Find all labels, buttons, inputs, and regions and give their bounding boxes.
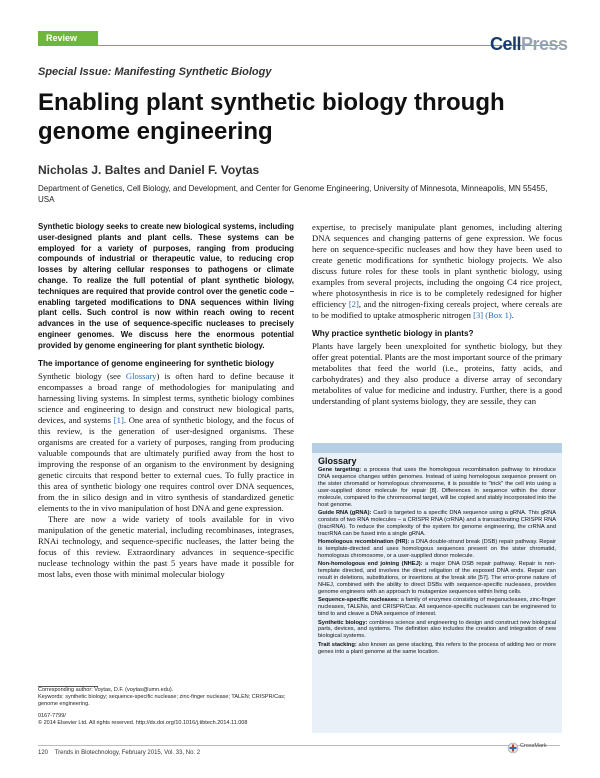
left-column	[38, 222, 294, 580]
special-issue-label: Special Issue: Manifesting Synthetic Biology	[38, 66, 272, 78]
glossary-term: Sequence-specific nucleases:	[318, 597, 400, 604]
text-run: Synthetic biology (see	[38, 370, 126, 381]
glossary-entry	[318, 510, 556, 538]
logo-part2: Press	[521, 34, 568, 54]
glossary-definition: also known as gene stacking, this refers to the process of adding two or more genes into a plant genome at the same location.	[318, 641, 557, 655]
glossary-term: Guide RNA (gRNA):	[318, 509, 372, 516]
glossary-term: Homologous recombination (HR):	[318, 539, 410, 546]
glossary-definition: Cas9 is targeted to a specific DNA sequence using a gRNA. This gRNA consists of two RNA molecules – a CRISPR RNA (crRNA) and a transactivating CRISPR RNA (tracrRNA). To reduce the complexity of the system for genome engineering, the crRNA and tracrRNA can be fused into a single gRNA.	[318, 509, 556, 537]
glossary-entries	[312, 467, 562, 656]
text-run: expertise, to precisely manipulate plant genomes, including altering DNA sequences and changing patterns of gene expression. We focus here on sequence-specific nucleases and how they have been used to create genetic modifications for synthetic biology projects. We also discuss future roles for these tools in plant synthetic biology, using examples from several projects, including the ongoing C4 rice project, where photosynthesis in rice is to be completely redesigned for higher efficiency	[312, 222, 562, 309]
box-link[interactable]: (Box 1)	[485, 310, 512, 320]
abstract: Synthetic biology seeks to create new biological systems, including user-designed plants and plant cells. These systems can be employed for a variety of purposes, ranging from producing compounds of industrial or therapeutic value, to reducing crop losses by altering cellular responses to pathogens or climate change. To realize the full potential of plant synthetic biology, techniques are required that provide control over the genetic code – enabling targeted modifications to DNA sequences within living plant cells. Such control is now within reach owing to recent advances in the use of sequence-specific nucleases to precisely engineer genomes. We discuss here the enormous potential provided by genome engineering for plant synthetic biology.	[38, 222, 294, 350]
glossary-definition: combines science and engineering to design and construct new biological parts, devices, and systems. The definition also includes the creation and integration of new biological systems.	[318, 619, 557, 640]
text-run: ) is often hard to define because it encompasses a broad range of methodologies for manipulating and harnessing living systems. In simplest terms, synthetic biology combines science and engineering to design and construct new biological parts, devices, and systems	[38, 370, 294, 425]
reference-link[interactable]: [1]	[113, 414, 124, 425]
glossary-definition: a major DNA DSB repair pathway. Repair is non-template directed, and involves the direct religation of the exposed DNA ends. Repair can result in deletions, substitutions, or insertions at the break site [57]. The error-prone nature of NHEJ, combined with the ability to direct DSBs with sequence-specific nucleases, provides genome engineers with an approach to mutagenize sequences within living cells.	[318, 561, 556, 595]
glossary-term: Synthetic biology:	[318, 619, 368, 626]
section-heading-1: The importance of genome engineering for synthetic biology	[38, 358, 275, 368]
page-footer	[38, 750, 200, 756]
text-run: .	[511, 310, 514, 320]
reference-link[interactable]: [3]	[473, 310, 484, 320]
glossary-entry	[318, 561, 556, 596]
body-paragraph	[312, 222, 562, 321]
corresponding-author: Corresponding author: Voytas, D.F. (voytas@umn.edu).	[38, 687, 174, 693]
page-number: 120	[38, 750, 49, 756]
body-paragraph: There are now a wide variety of tools available for in vivo manipulation of the genetic material, including recombinases, integrases, RNAi technology, and sequence-specific nucleases, the latter being the focus of this review. Extraordinary advances in sequence-specific nuclease technology within the past 5 years have made it possible for most labs, even those with minimal molecular biology	[38, 513, 294, 579]
journal-citation: Trends in Biotechnology, February 2015, Vol. 33, No. 2	[54, 750, 201, 756]
glossary-definition: a family of enzymes consisting of meganucleases, zinc-finger nucleases, TALENs, and CRISPR/Cas. All sequence-specific nucleases can be engineered to bind to and cleave a DNA sequence of interest.	[318, 597, 556, 618]
glossary-definition: a DNA double-strand break (DSB) repair pathway. Repair is template-directed and uses homologous sequences present on the sister chromatid, homologous chromosome, or a user-supplied donor molecule.	[318, 539, 557, 559]
text-run: . One area of synthetic biology, and the focus of this review, is the generation of user-designed organisms. These organisms are created for a variety of purposes, ranging from producing valuable compounds that are ultimately purified away from the host to improving the response of an organism to the environment by designing genetic circuits that respond better to external cues. To fully practice in this area of synthetic biology one requires control over DNA sequences, from the in silico design and in vitro synthesis of standardized genetic elements to the in vivo manipulation of host DNA and gene expression.	[38, 414, 294, 513]
footer-rule	[38, 745, 560, 746]
glossary-entry	[318, 642, 556, 656]
glossary-entry	[318, 539, 556, 560]
crossmark-badge[interactable]	[507, 741, 547, 753]
keywords: Keywords: synthetic biology; sequence-specific nuclease; zinc-finger nuclease; TALEN; CRISPR/Cas; genome engineering.	[38, 694, 286, 708]
glossary-term: Non-homologous end joining (NHEJ):	[318, 561, 423, 568]
crossmark-label: CrossMark	[520, 743, 547, 749]
glossary-entry	[318, 597, 556, 618]
glossary-title: Glossary	[318, 456, 357, 466]
glossary-term: Trait stacking:	[318, 641, 357, 648]
reference-link[interactable]: [2]	[348, 299, 359, 309]
publisher-logo	[490, 34, 568, 55]
body-paragraph: Plants have largely been unexploited for synthetic biology, but they offer great potential. Plants are the most important source of the primary metabolites that feed the world (i.e., proteins, fatty acids, and carbohydrates) and they also produce a diverse array of secondary metabolites of value for medicine and industry. Further, there is a good understanding of plant systems biology, they are sessile, they can	[312, 341, 562, 407]
header-rule	[38, 45, 560, 46]
section-heading-2: Why practice synthetic biology in plants?	[312, 329, 474, 338]
glossary-term: Gene targeting:	[318, 467, 362, 473]
copyright: © 2014 Elsevier Ltd. All rights reserved. http://dx.doi.org/10.1016/j.tibtech.2014.11.008	[38, 719, 248, 726]
glossary-link[interactable]: Glossary	[125, 370, 157, 381]
issn: 0167-7799/	[38, 712, 66, 719]
text-run: , and the nitrogen-fixing cereals project, where cereals are to be modified to uptake atmospheric nitrogen	[312, 299, 563, 320]
logo-part1: Cell	[490, 34, 522, 54]
glossary-definition: a process that uses the homologous recombination pathway to introduce DNA sequence changes within genomes. Instead of using homologous sequence present on the sister chromatid or homologous chromosome, it is possible to "trick" the cell into using a user-supplied donor molecule for repair [8]. Differences in sequence within the donor molecule, compared to the chromosomal target, will be copied and stably incorporated into the host genome.	[318, 467, 556, 508]
glossary-entry	[318, 467, 556, 508]
right-column	[312, 222, 562, 407]
article-title: Enabling plant synthetic biology through genome engineering	[38, 89, 505, 145]
section-tab: Review	[38, 31, 98, 45]
glossary-entry	[318, 620, 556, 641]
glossary-box	[312, 443, 562, 733]
body-paragraph	[38, 371, 294, 514]
authors: Nicholas J. Baltes and Daniel F. Voytas	[38, 163, 260, 177]
affiliation: Department of Genetics, Cell Biology, and Development, and Center for Genome Engineering, University of Minnesota, Minneapolis, MN 55455, USA	[38, 184, 548, 204]
footnotes	[38, 687, 294, 727]
